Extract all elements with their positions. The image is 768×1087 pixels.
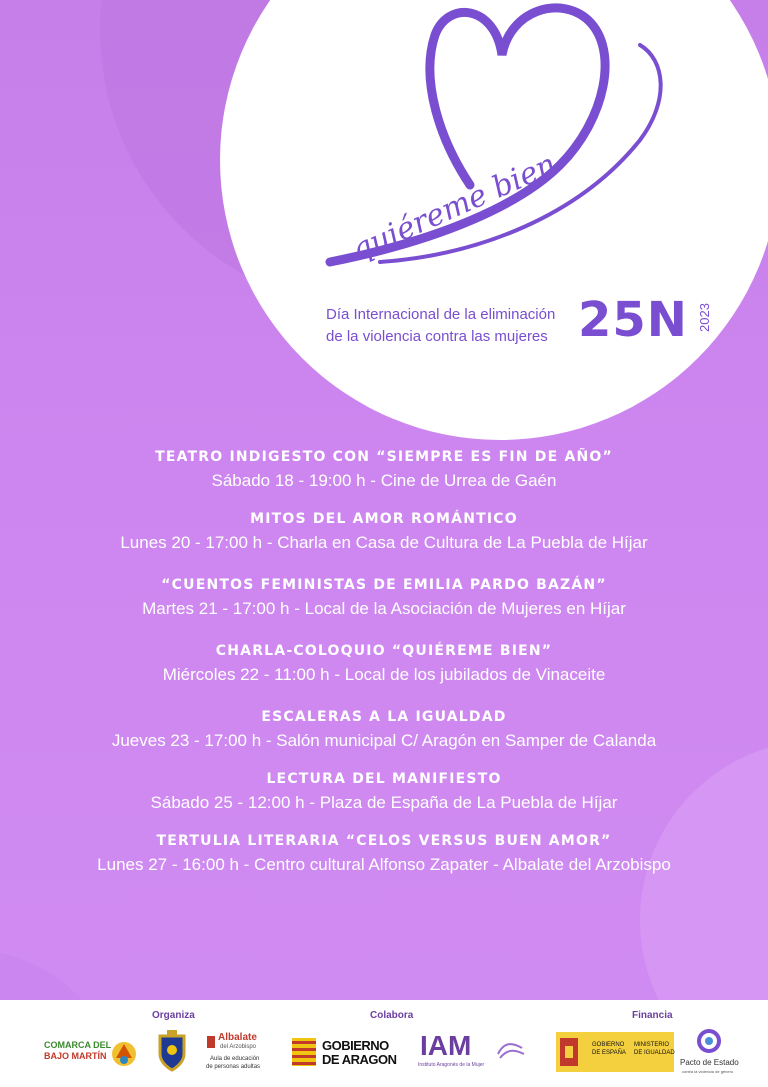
- big-25n-label: 25N: [578, 292, 688, 348]
- comarca-emblem-icon: [110, 1038, 138, 1070]
- event-detail: Martes 21 - 17:00 h - Local de la Asociación de Mujeres en Híjar: [142, 599, 626, 618]
- heart-logo-icon: [320, 0, 680, 280]
- aragon-flag-icon: [292, 1038, 316, 1066]
- event-detail: Lunes 27 - 16:00 h - Centro cultural Alfonso Zapater - Albalate del Arzobispo: [97, 855, 671, 874]
- pacto-estado-ring-icon: [696, 1028, 722, 1054]
- iam-hands-icon: [494, 1034, 526, 1062]
- event-title: TEATRO INDIGESTO CON “SIEMPRE ES FIN DE AÑO”: [155, 449, 613, 465]
- comarca-logo-text: BAJO MARTÍN: [44, 1051, 107, 1061]
- subtitle: [326, 304, 586, 348]
- event-item: [0, 830, 768, 878]
- pacto-estado-subtext: contra la violencia de género: [682, 1069, 734, 1074]
- iam-logo-text: IAM: [420, 1030, 472, 1061]
- event-title: TERTULIA LITERARIA “CELOS VERSUS BUEN AMOR”: [156, 833, 612, 849]
- event-detail: Lunes 20 - 17:00 h - Charla en Casa de Cultura de La Puebla de Híjar: [120, 533, 648, 552]
- background-circle: [0, 950, 120, 1000]
- event-title: MITOS DEL AMOR ROMÁNTICO: [250, 511, 518, 527]
- event-detail: Jueves 23 - 17:00 h - Salón municipal C/ Aragón en Samper de Calanda: [111, 731, 657, 750]
- albalate-logo-text: Aula de educación: [210, 1056, 260, 1062]
- gobierno-aragon-text: GOBIERNO: [322, 1038, 389, 1053]
- iam-logo-subtext: Instituto Aragonés de la Mujer: [418, 1062, 485, 1068]
- albalate-logo-text: de personas adultas: [206, 1064, 261, 1070]
- event-title: “CUENTOS FEMINISTAS DE EMILIA PARDO BAZÁN”: [161, 577, 607, 593]
- events-list: [0, 446, 768, 878]
- albalate-logo: [204, 1030, 274, 1076]
- event-title: CHARLA-COLOQUIO “QUIÉREME BIEN”: [215, 643, 553, 659]
- pacto-estado-text: Pacto de Estado: [680, 1058, 739, 1067]
- event-detail: Sábado 18 - 19:00 h - Cine de Urrea de Gaén: [211, 471, 557, 490]
- event-title: ESCALERAS A LA IGUALDAD: [261, 709, 507, 725]
- subtitle-line: de la violencia contra las mujeres: [326, 328, 548, 345]
- event-item: [0, 706, 768, 754]
- gobierno-espana-logo: [556, 1032, 674, 1072]
- gobierno-aragon-text: DE ARAGON: [322, 1052, 397, 1067]
- event-item: [0, 768, 768, 816]
- event-item: [0, 508, 768, 556]
- event-detail: Miércoles 22 - 11:00 h - Local de los jubilados de Vinaceite: [162, 665, 606, 684]
- event-item: [0, 640, 768, 688]
- heart-script-text: quiéreme bien: [346, 146, 562, 269]
- albalate-logo-text: del Arzobispo: [220, 1044, 257, 1050]
- subtitle-line: Día Internacional de la eliminación: [326, 306, 556, 323]
- gobierno-espana-text: DE ESPAÑA: [592, 1050, 626, 1056]
- event-title: LECTURA DEL MANIFIESTO: [266, 771, 502, 787]
- albalate-logo-text: Albalate: [218, 1032, 257, 1043]
- albalate-tower-icon: [204, 1034, 218, 1048]
- ministerio-text: DE IGUALDAD: [634, 1050, 675, 1056]
- sponsors-footer: [0, 1000, 768, 1087]
- gobierno-espana-text: GOBIERNO: [592, 1042, 625, 1048]
- event-detail: Sábado 25 - 12:00 h - Plaza de España de La Puebla de Híjar: [150, 793, 618, 812]
- ministerio-text: MINISTERIO: [634, 1042, 670, 1048]
- event-item: [0, 574, 768, 622]
- comarca-logo: [44, 1038, 140, 1072]
- pacto-estado-logo: [680, 1028, 740, 1080]
- iam-logo: [418, 1030, 530, 1074]
- organiza-label: Organiza: [152, 1010, 195, 1021]
- comarca-logo-text: COMARCA DEL: [44, 1040, 112, 1050]
- financia-label: Financia: [632, 1010, 673, 1021]
- event-item: [0, 446, 768, 494]
- gobierno-aragon-logo: [292, 1036, 412, 1068]
- spain-shield-icon: [560, 1038, 578, 1066]
- colabora-label: Colabora: [370, 1010, 414, 1021]
- year-label: 2023: [696, 303, 712, 332]
- coat-of-arms-icon: [152, 1030, 192, 1074]
